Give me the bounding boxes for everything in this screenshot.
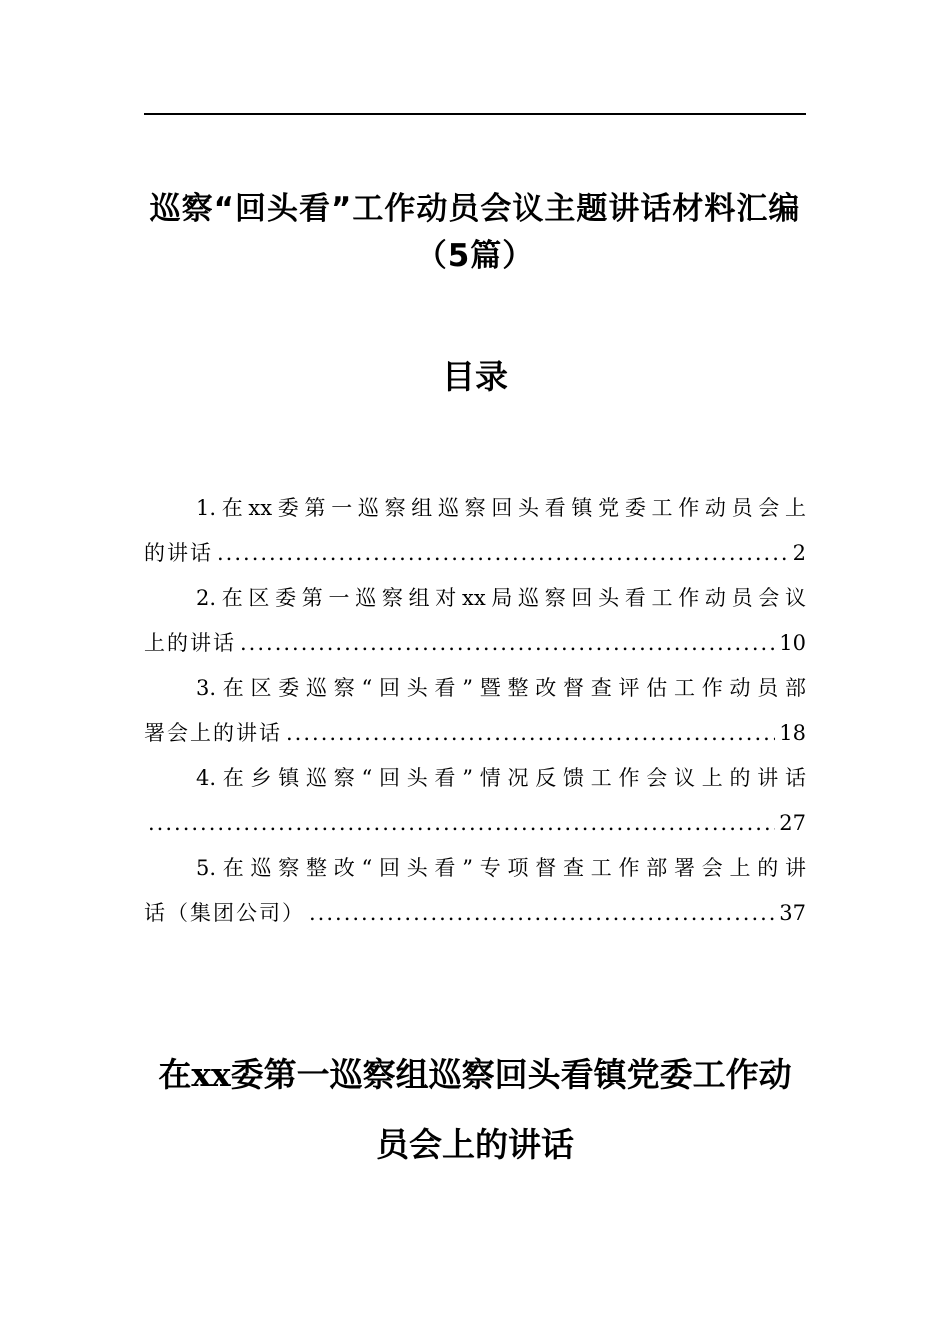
toc-entry-5[interactable] bbox=[144, 846, 806, 936]
toc-dot-leader bbox=[309, 890, 775, 936]
toc-dot-leader bbox=[217, 530, 789, 576]
toc-heading: 目录 bbox=[442, 357, 508, 396]
toc-page-number: 10 bbox=[779, 631, 806, 655]
toc-page-number: 27 bbox=[779, 811, 806, 835]
toc-page-number: 37 bbox=[779, 901, 806, 925]
toc-entry-title-continued: 的讲话 bbox=[144, 541, 213, 565]
toc-entry-title: 5.在巡察整改“回头看”专项督查工作部署会上的讲 bbox=[196, 856, 806, 880]
toc-entry-title: 3.在区委巡察“回头看”暨整改督查评估工作动员部 bbox=[196, 676, 806, 700]
toc-entry-1[interactable] bbox=[144, 486, 806, 576]
toc-entry-title: 1.在xx委第一巡察组巡察回头看镇党委工作动员会上 bbox=[196, 496, 806, 520]
table-of-contents bbox=[144, 486, 806, 936]
header-rule bbox=[144, 113, 806, 115]
toc-entry-title: 2.在区委第一巡察组对xx局巡察回头看工作动员会议 bbox=[196, 586, 806, 610]
toc-entry-title-continued: 署会上的讲话 bbox=[144, 721, 282, 745]
toc-dot-leader bbox=[240, 620, 775, 666]
toc-entry-title: 4.在乡镇巡察“回头看”情况反馈工作会议上的讲话 bbox=[196, 766, 806, 790]
toc-page-number: 18 bbox=[779, 721, 806, 745]
document-title: 巡察“回头看”工作动员会议主题讲话材料汇编（5篇） bbox=[149, 191, 801, 274]
toc-entry-title-continued: 上的讲话 bbox=[144, 631, 236, 655]
toc-page-number: 2 bbox=[792, 541, 806, 565]
section-title: 在xx委第一巡察组巡察回头看镇党委工作动员会上的讲话 bbox=[158, 1055, 792, 1164]
toc-dot-leader bbox=[148, 800, 775, 846]
toc-entry-2[interactable] bbox=[144, 576, 806, 666]
toc-entry-title-continued: 话（集团公司） bbox=[144, 901, 305, 925]
toc-dot-leader bbox=[286, 710, 775, 756]
toc-entry-4[interactable] bbox=[144, 756, 806, 846]
toc-entry-3[interactable] bbox=[144, 666, 806, 756]
